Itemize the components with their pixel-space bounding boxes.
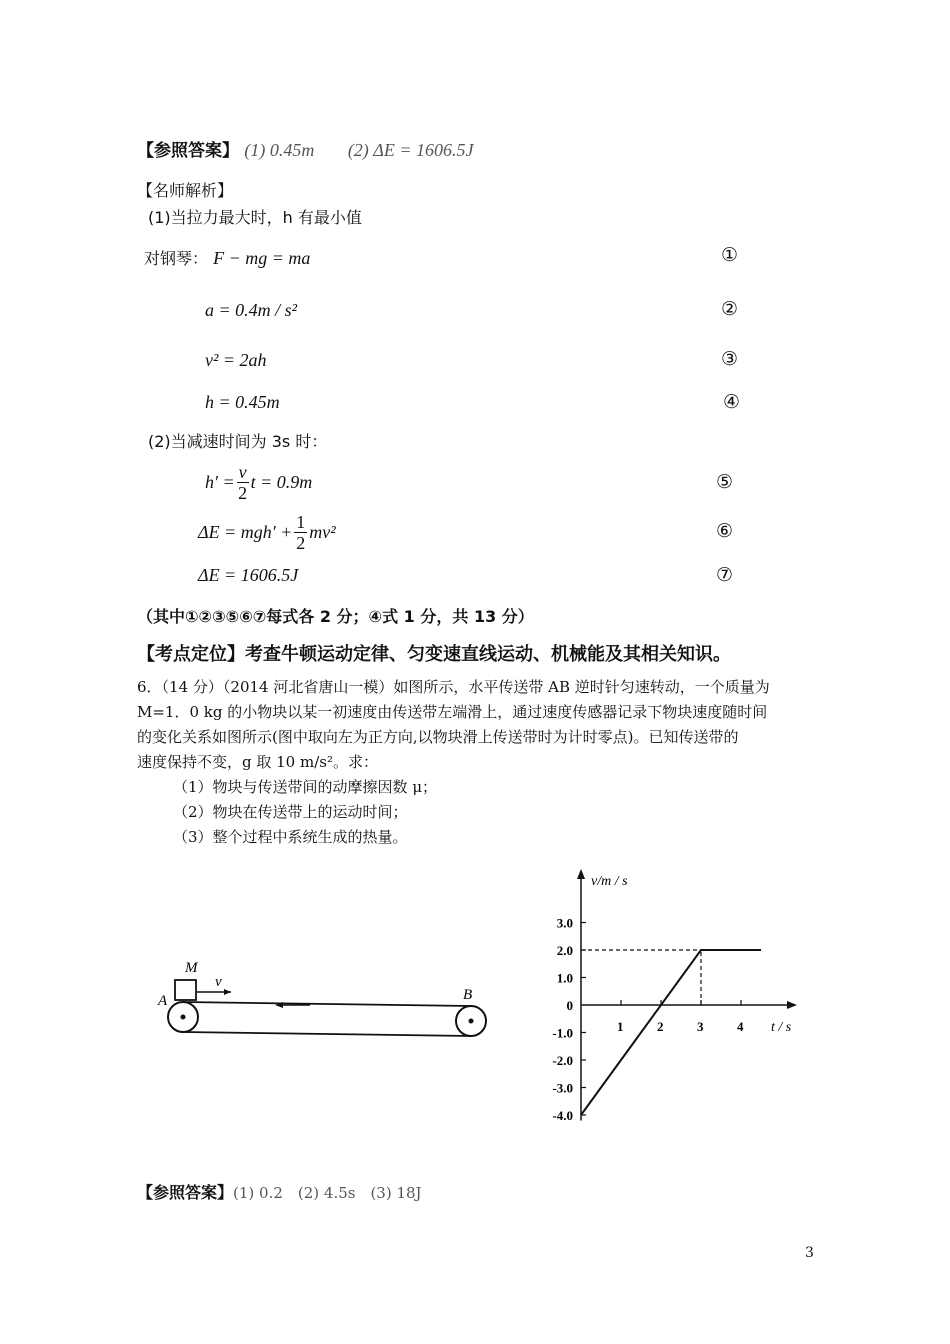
label-m: M (185, 960, 198, 976)
y-axis-arrowhead (577, 869, 585, 879)
eq5-fraction (237, 462, 249, 503)
belt-top (183, 1002, 471, 1006)
x-axis-label: t / s (771, 1020, 792, 1035)
y-tick-label: -1.0 (552, 1025, 573, 1041)
scoring-note: （其中①②③⑤⑥⑦每式各 2 分；④式 1 分，共 13 分） (137, 607, 534, 626)
y-tick-label: 2.0 (556, 943, 573, 958)
x-tick-label: 3 (697, 1019, 704, 1034)
topic-note: 【考点定位】考查牛顿运动定律、匀变速直线运动、机械能及其相关知识。 (137, 644, 731, 665)
answer-1: (1) 0.45m (244, 140, 315, 160)
problem6-q3: （3）整个过程中系统生成的热量。 (173, 828, 408, 846)
eq5-left: h′ = (205, 472, 235, 492)
eq6-right: mv² (309, 522, 336, 542)
eq5-numerator: v (238, 462, 247, 482)
y-tick-label: 1.0 (556, 970, 573, 986)
marker-2: ② (721, 298, 739, 320)
x-axis-arrowhead (787, 1001, 797, 1009)
marker-7: ⑦ (716, 564, 734, 586)
velocity-series-line (581, 950, 761, 1115)
marker-1: ① (721, 244, 739, 266)
problem6-q2: （2）物块在传送带上的运动时间； (173, 803, 408, 821)
x-tick-label: 4 (737, 1019, 744, 1034)
page-number: 3 (805, 1245, 814, 1261)
eq6-fraction (294, 512, 307, 553)
eq7: ΔE = 1606.5J (198, 565, 299, 585)
x-tick-label: 2 (657, 1019, 664, 1034)
problem6-line2: M=1．0 kg 的小物块以某一初速度由传送带左端滑上，通过速度传感器记录下物块速度随时间 (137, 703, 768, 721)
belt-bottom (183, 1032, 471, 1036)
problem6-answer-label: 【参照答案】 (137, 1183, 234, 1202)
y-tick-label: -4.0 (552, 1108, 573, 1123)
answer-row (137, 136, 474, 161)
y-tick-label: 3.0 (556, 915, 573, 931)
eq6 (198, 512, 336, 553)
eq6-numerator: 1 (296, 512, 306, 532)
analysis-title: 【名师解析】 (137, 181, 234, 200)
eq1-row (144, 246, 310, 269)
eq6-denominator: 2 (296, 533, 306, 553)
marker-6: ⑥ (716, 520, 734, 542)
pulley-b-axle (469, 1019, 474, 1024)
problem6-line4: 速度保持不变，g 取 10 m/s²。求： (137, 753, 378, 771)
eq5-denominator: 2 (238, 483, 248, 503)
eq5-right: t = 0.9m (250, 472, 313, 492)
marker-3: ③ (721, 348, 739, 370)
label-b: B (463, 987, 473, 1003)
eq1: F − mg = ma (213, 248, 311, 268)
part1-intro: (1)当拉力最大时，h 有最小值 (148, 208, 362, 227)
part2-intro: (2)当减速时间为 3s 时： (148, 432, 328, 451)
y-tick-label: -3.0 (552, 1080, 573, 1096)
label-a: A (158, 993, 168, 1009)
eq4: h = 0.45m (205, 392, 280, 412)
answer-2: (2) ΔE = 1606.5J (347, 140, 474, 160)
problem6-q1: （1）物块与传送带间的动摩擦因数 μ； (173, 778, 438, 796)
problem6-answers: (1) 0.2 (2) 4.5s (3) 18J (233, 1184, 422, 1202)
label-v: v (215, 974, 222, 990)
problem6-line1: 6．（14 分）（2014 河北省唐山一模）如图所示，水平传送带 AB 逆时针匀速转动，一个质量为 (137, 678, 770, 696)
problem6-answer-row (137, 1180, 422, 1203)
velocity-time-chart (535, 865, 825, 1135)
y-tick-label: 0 (566, 998, 573, 1013)
problem6-line3: 的变化关系如图所示(图中取向左为正方向,以物块滑上传送带时为计时零点)。已知传送带的 (137, 728, 739, 746)
eq2: a = 0.4m / s² (205, 300, 298, 320)
marker-5: ⑤ (716, 471, 734, 493)
eq1-prefix: 对钢琴： (144, 249, 209, 268)
eq6-left: ΔE = mgh′ + (198, 522, 293, 542)
y-tick-label: -2.0 (552, 1053, 573, 1068)
velocity-arrowhead (224, 989, 231, 995)
eq5 (205, 462, 312, 503)
block-m (175, 980, 196, 1000)
marker-4: ④ (723, 391, 741, 413)
conveyor-belt-diagram (155, 950, 500, 1045)
y-axis-label: v/m / s (591, 874, 628, 889)
answer-label: 【参照答案】 (137, 141, 239, 161)
pulley-a-axle (181, 1015, 186, 1020)
x-tick-label: 1 (617, 1019, 624, 1034)
eq3: v² = 2ah (205, 350, 267, 370)
